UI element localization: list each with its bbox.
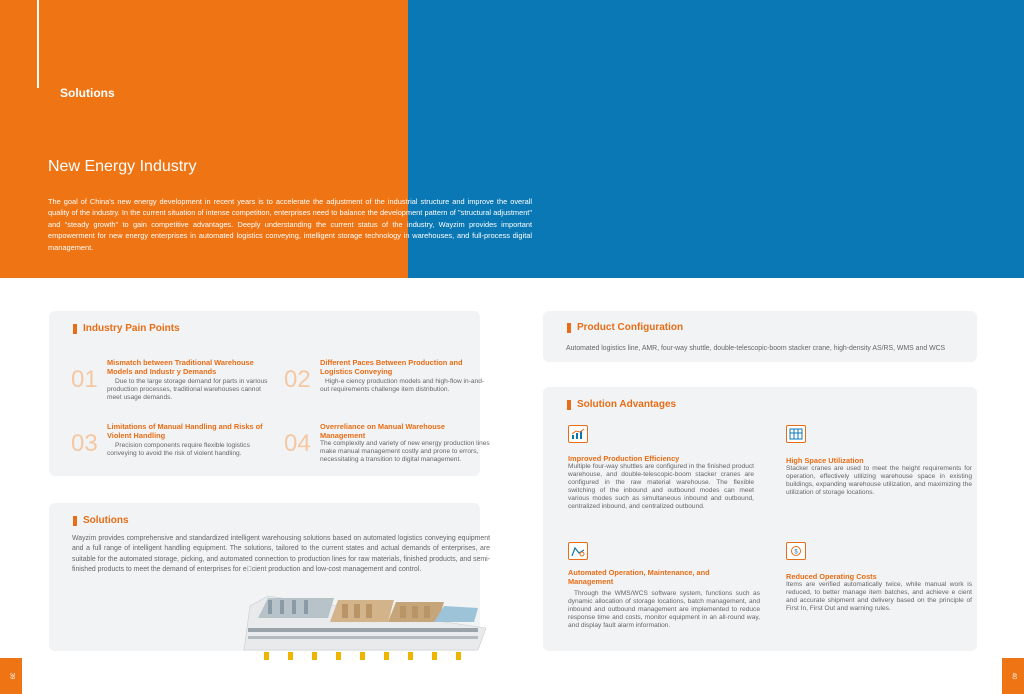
storage-rack-icon bbox=[786, 425, 806, 443]
solutions-title: Solutions bbox=[83, 515, 129, 526]
page-number-left bbox=[0, 658, 22, 694]
chart-growth-icon bbox=[568, 425, 588, 443]
pain-heading: Overreliance on Manual Warehouse Management bbox=[320, 422, 445, 440]
page-number-text: 39 bbox=[8, 672, 14, 680]
pain-heading: Mismatch between Traditional Warehouse Models and Industr y Demands bbox=[107, 358, 254, 376]
pain-number: 03 bbox=[71, 430, 98, 457]
svg-text:$: $ bbox=[794, 549, 798, 556]
pain-number: 02 bbox=[284, 366, 311, 393]
advantage-heading: Improved Production Efficiency bbox=[568, 454, 680, 463]
product-config-title: Product Configuration bbox=[577, 322, 684, 333]
advantage-description: Stacker cranes are used to meet the height requirements for operation, effectively utilizing warehouse space in existing buildings, expanding warehouse utilization, and maximizing the utilization of storage locations. bbox=[786, 465, 972, 496]
solutions-paragraph: Wayzim provides comprehensive and standardized intelligent warehousing solutions based on automated logistics conveying equipment and a full range of intelligent handling equipment. The solutions, tailored to the current states and actual demands of enterprises, are suitable for the automated storage, picking, and automated connection to production lines for raw materials, finished products, and semi-finished products to meet the demand of enterprises for e cient production and low-cost management and control. bbox=[72, 535, 490, 574]
advantage-heading: Automated Operation, Maintenance, and Management bbox=[568, 568, 710, 586]
intro-paragraph: The goal of China's new energy development in recent years is to accelerate the adjustment of the industrial structure and improve the overall quality of the industry. In the current situation of intense competition, enterprises need to balance the development pattern of "structural adjustment" and "steady growth" to gain competitive advantages. Deeply understanding the current status of the industry, Wayzim provides important empowerment for new energy enterprises in automated logistics conveying, intelligent storage technology in warehouses, and full-process digital management. bbox=[48, 197, 532, 252]
pain-heading: Limitations of Manual Handling and Risks of Violent Handling bbox=[107, 422, 263, 440]
automation-icon bbox=[568, 542, 588, 560]
advantages-title: Solution Advantages bbox=[577, 399, 677, 410]
warehouse-illustration bbox=[238, 578, 486, 662]
pain-description: Due to the large storage demand for parts in various production processes, traditional warehouses cannot meet usage demands. bbox=[107, 378, 268, 402]
section-tag: Solutions bbox=[60, 86, 115, 100]
page-title: New Energy Industry bbox=[48, 158, 197, 175]
pain-item-01 bbox=[71, 358, 276, 408]
pain-item-02 bbox=[284, 358, 489, 408]
header-divider-line bbox=[37, 0, 39, 88]
page-number-text: 40 bbox=[1010, 672, 1016, 680]
pain-number: 01 bbox=[71, 366, 98, 393]
product-config-text: Automated logistics line, AMR, four-way shuttle, double-telescopic-boom stacker crane, high-density AS/RS, WMS and WCS bbox=[566, 345, 946, 352]
product-config-heading bbox=[567, 322, 683, 333]
cost-reduction-icon bbox=[786, 542, 806, 560]
pain-description: Precision components require flexible logistics conveying to avoid the risk of violent handling. bbox=[107, 442, 250, 458]
advantage-description: Multiple four-way shuttles are configured in the finished product warehouse, and double-telescopic-boom stacker cranes are configured in the raw material warehouse. The flexible switching of the inbound and outbound modes can meet various modes such as simultaneous inbound and outbound, centralized inbound, and centralized outbound. bbox=[568, 463, 754, 510]
pain-number: 04 bbox=[284, 430, 311, 457]
pain-description: The complexity and variety of new energy production lines make manual management costly and prone to errors, necessitating a transition to digital management. bbox=[320, 440, 490, 464]
advantage-description: Items are verified automatically twice, while manual work is reduced, to better manage item batches, and achieve e cient and accurate shipment and delivery based on the principle of First In, First Out and warning rules. bbox=[786, 581, 972, 612]
advantage-heading: Reduced Operating Costs bbox=[786, 572, 877, 581]
page-number-right bbox=[1002, 658, 1024, 694]
pain-heading: Different Paces Between Production and Logistics Conveying bbox=[320, 358, 463, 376]
pain-item-04 bbox=[284, 422, 489, 472]
pain-points-heading bbox=[73, 323, 180, 334]
advantage-heading: High Space Utilization bbox=[786, 456, 864, 465]
solutions-heading bbox=[73, 515, 129, 526]
heading-marker bbox=[73, 516, 77, 526]
product-config-card bbox=[543, 311, 977, 362]
heading-marker bbox=[567, 323, 571, 333]
advantage-description: Through the WMS/WCS software system, functions such as dynamic allocation of storage locations, batch management, and inbound and outbound management are implemented to reduce response time and costs, monitor equipment in an all-round way, and display fault alarm information. bbox=[568, 590, 760, 629]
pain-item-03 bbox=[71, 422, 276, 472]
advantages-heading bbox=[567, 399, 676, 410]
pain-points-card bbox=[49, 311, 490, 476]
heading-marker bbox=[73, 324, 77, 334]
heading-marker bbox=[567, 400, 571, 410]
pain-points-title: Industry Pain Points bbox=[83, 323, 180, 334]
pain-description: High-e ciency production models and high-flow in-and-out requirements challenge item distribution. bbox=[320, 378, 485, 394]
